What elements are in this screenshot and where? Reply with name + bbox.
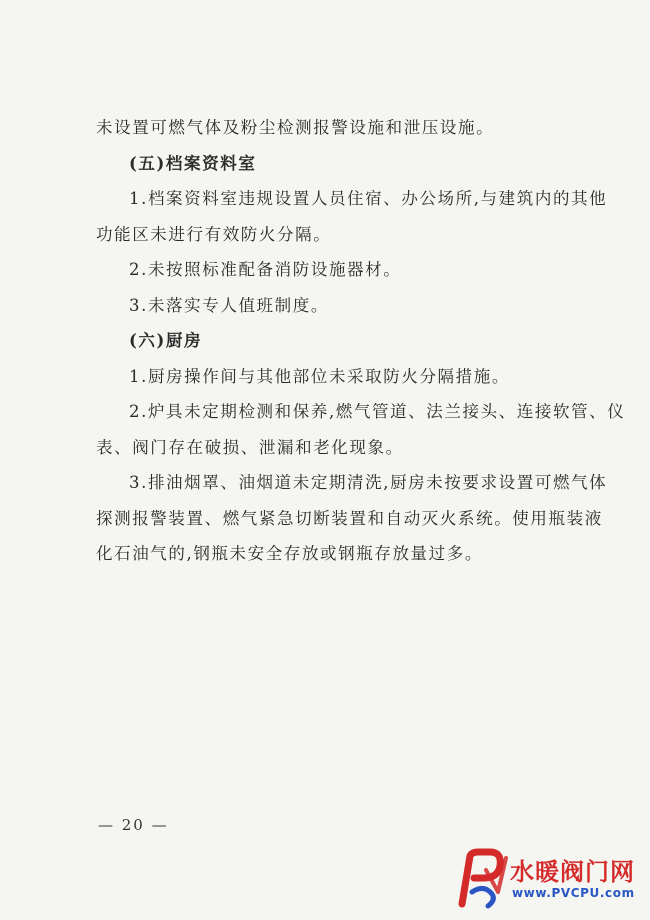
watermark-url: www.PVCPU.com xyxy=(512,886,635,900)
paragraph-line: 3.排油烟罩、油烟道未定期清洗,厨房未按要求设置可燃气体 xyxy=(129,473,608,492)
paragraph-line: 探测报警装置、燃气紧急切断装置和自动灭火系统。使用瓶装液 xyxy=(96,508,603,528)
site-watermark xyxy=(452,846,642,912)
paragraph-line: 未设置可燃气体及粉尘检测报警设施和泄压设施。 xyxy=(96,118,495,137)
page-number: — 20 — xyxy=(98,816,169,834)
paragraph-line: 2.炉具未定期检测和保养,燃气管道、法兰接头、连接软管、仪 xyxy=(129,402,626,421)
paragraph-line: 1.厨房操作间与其他部位未采取防火分隔措施。 xyxy=(129,366,510,386)
paragraph-line: 2.未按照标准配备消防设施器材。 xyxy=(129,260,402,279)
pv-logo-icon xyxy=(452,848,508,910)
paragraph-line: 表、阀门存在破损、泄漏和老化现象。 xyxy=(96,437,404,457)
watermark-title: 水暖阀门网 xyxy=(510,858,635,886)
paragraph-line: 功能区未进行有效防火分隔。 xyxy=(96,224,332,244)
paragraph-line: 3.未落实专人值班制度。 xyxy=(129,295,329,315)
document-body xyxy=(96,110,626,572)
paragraph-line: 化石油气的,钢瓶未安全存放或钢瓶存放量过多。 xyxy=(96,544,483,563)
section-heading-kitchen: (六)厨房 xyxy=(129,331,203,350)
section-heading-archive-room: (五)档案资料室 xyxy=(129,153,257,173)
paragraph-line: 1.档案资料室违规设置人员住宿、办公场所,与建筑内的其他 xyxy=(129,189,608,208)
